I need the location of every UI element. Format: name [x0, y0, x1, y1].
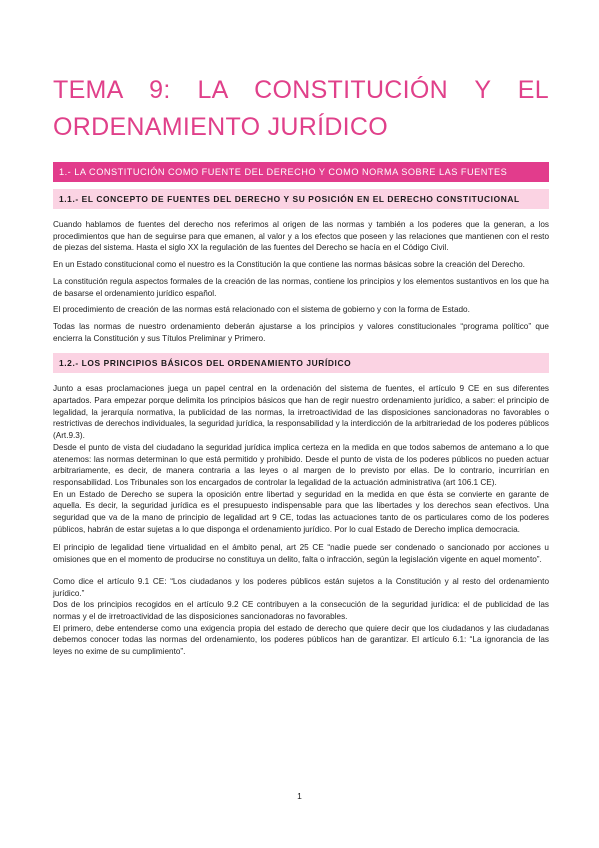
paragraph: Junto a esas proclamaciones juega un papel central en la ordenación del sistema de fuentes, el artículo 9 CE en sus diferentes apartados. Para empezar porque delimita los principios básicos que han de regir nuestro ordenamiento jurídico, a saber: el principio de legalidad, la jerarquía normativa, la publicidad de las normas, la irretroactividad de las disposiciones sancionadoras no favorables o restrictivas de derechos individuales, la seguridad jurídica, la responsabilidad y la interdicción de la arbitrariedad de los poderes públicos (Art.9.3).: [53, 384, 549, 441]
subsection-heading-1-2: 1.2.- LOS PRINCIPIOS BÁSICOS DEL ORDENAMIENTO JURÍDICO: [53, 353, 549, 373]
subsection-heading-1-1: 1.1.- EL CONCEPTO DE FUENTES DEL DERECHO Y SU POSICIÓN EN EL DERECHO CONSTITUCIONAL: [53, 189, 549, 209]
document-page: [53, 72, 549, 658]
paragraph: El principio de legalidad tiene virtualidad en el ámbito penal, art 25 CE “nadie puede ser condenado o sancionado por acciones u omisiones que en el momento de producirse no constituya un delito, falta o infracción, según la legislación vigente en aquel momento”.: [53, 543, 549, 565]
paragraph: Como dice el artículo 9.1 CE: “Los ciudadanos y los poderes públicos están sujetos a la Constitución y al resto del ordenamiento jurídico.”: [53, 576, 549, 598]
paragraph: Desde el punto de vista del ciudadano la seguridad jurídica implica certeza en la medida en que todos sabemos de antemano a lo que atenemos: las normas determinan lo que está permitido y prohibido. Desde el punto de vista de los poderes públicos no pueden actuar arbitrariamente, es decir, de manera contraria a las leyes o al margen de lo previsto por ellas. De lo contrario, incurrirían en responsabilidad. Los Tribunales son los encargados de controlar la legalidad de la actuación administrativa (art 106.1 CE).: [53, 442, 549, 487]
paragraph: Cuando hablamos de fuentes del derecho nos referimos al origen de las normas y también a los poderes que la generan, a los procedimientos que han de seguirse para que emanen, al valor y a los efectos que poseen y las relaciones que mantienen con el resto de piezas del sistema. Hasta el siglo XX la regulación de las fuentes del Derecho se hacía en el Código Civil.: [53, 220, 549, 253]
paragraph: El procedimiento de creación de las normas está relacionado con el sistema de gobierno y con la forma de Estado.: [53, 305, 470, 315]
paragraph: El primero, debe entenderse como una exigencia propia del estado de derecho que quiere decir que los ciudadanos y las ciudadanas debemos conocer todas las normas del ordenamiento, los poderes públicos han de garantizar. El artículo 6.1: “La ignorancia de las leyes no exime de su cumplimiento”.: [53, 623, 549, 657]
paragraph: La constitución regula aspectos formales de la creación de las normas, contiene los principios y los elementos sustantivos en los que ha de basarse el ordenamiento jurídico español.: [53, 276, 549, 298]
page-number: 1: [297, 791, 302, 801]
title-line-1: TEMA 9: LA CONSTITUCIÓN Y EL: [53, 76, 549, 104]
section-heading: 1.- LA CONSTITUCIÓN COMO FUENTE DEL DERECHO Y COMO NORMA SOBRE LAS FUENTES: [53, 162, 549, 182]
paragraph: Todas las normas de nuestro ordenamiento deberán ajustarse a los principios y valores constitucionales “programa político” que encierra la Constitución y sus Títulos Preliminar y Primero.: [53, 321, 549, 343]
title-line-2: ORDENAMIENTO JURÍDICO: [53, 113, 389, 141]
paragraph: Dos de los principios recogidos en el artículo 9.2 CE contribuyen a la consecución de la seguridad jurídica: el de publicidad de las normas y el de irretroactividad de las disposiciones sancionadoras no favorables.: [53, 600, 549, 621]
page-title: [53, 72, 549, 146]
paragraph: En un Estado constitucional como el nuestro es la Constitución la que contiene las normas básicas sobre la creación del Derecho.: [53, 260, 525, 270]
paragraph: En un Estado de Derecho se supera la oposición entre libertad y seguridad en la medida en que ésta se convierte en garante de aquella. Es decir, la seguridad jurídica es el presupuesto indispensable para que las libertades y los derechos sean efectivos. Una seguridad que va de la mano de principio de legalidad art 9 CE, todas las actuaciones tanto de os particulares como de los poderes públicos, habrán de estar sujetas a lo que disponga el ordenamiento jurídico. Por lo cual Estado de Derecho implica democracia.: [53, 489, 549, 534]
